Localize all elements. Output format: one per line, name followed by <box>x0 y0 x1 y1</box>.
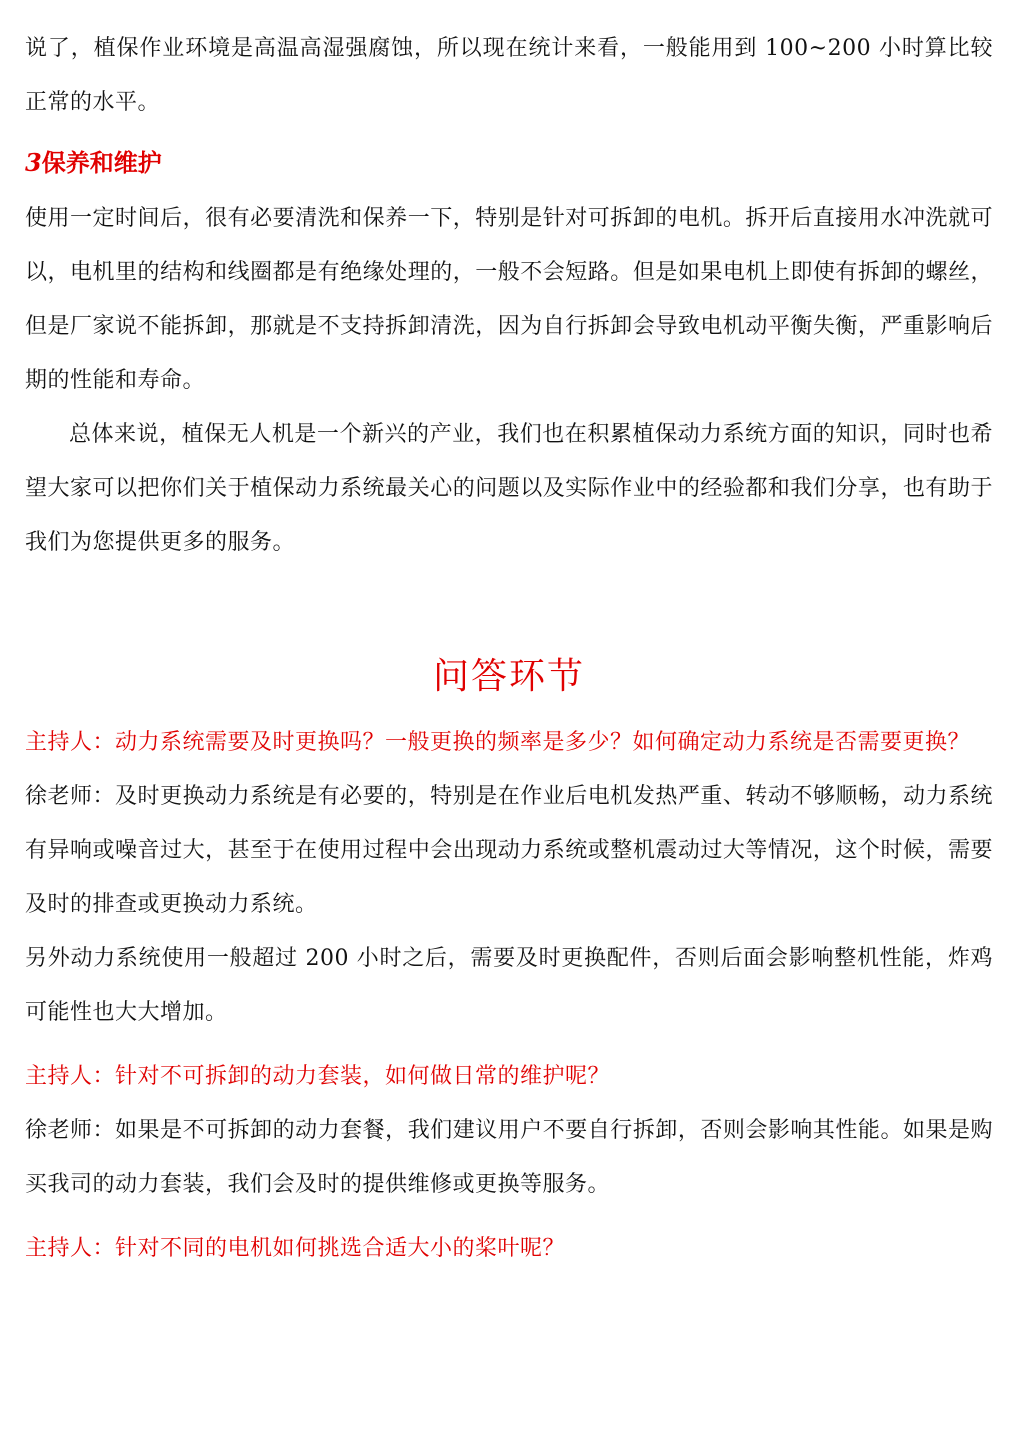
section-heading-maintenance <box>25 130 993 192</box>
qa-section-title: 问答环节 <box>432 656 585 697</box>
teacher-answer-2: 徐老师：如果是不可拆卸的动力套餐，我们建议用户不要自行拆卸，否则会影响其性能。如果是购买我司的动力套装，我们会及时的提供维修或更换等服务。 <box>25 1118 993 1197</box>
maintenance-paragraph: 使用一定时间后，很有必要清洗和保养一下，特别是针对可拆卸的电机。拆开后直接用水冲洗就可以，电机里的结构和线圈都是有绝缘处理的，一般不会短路。但是如果电机上即使有拆卸的螺丝，但是厂家说不能拆卸，那就是不支持拆卸清洗，因为自行拆卸会导致电机动平衡失衡，严重影响后期的性能和寿命。 <box>25 206 993 393</box>
section-number: 3 <box>25 148 42 177</box>
summary-paragraph: 总体来说，植保无人机是一个新兴的产业，我们也在积累植保动力系统方面的知识，同时也希望大家可以把你们关于植保动力系统最关心的问题以及实际作业中的经验都和我们分享，也有助于我们为您提供更多的服务。 <box>25 422 993 555</box>
teacher-answer-1: 徐老师：及时更换动力系统是有必要的，特别是在作业后电机发热严重、转动不够顺畅，动力系统有异响或噪音过大，甚至于在使用过程中会出现动力系统或整机震动过大等情况，这个时候，需要及时的排查或更换动力系统。 <box>25 784 993 917</box>
document-page <box>25 22 993 1276</box>
host-question-2: 主持人：针对不可拆卸的动力套装，如何做日常的维护呢？ <box>25 1064 611 1089</box>
host-question-3: 主持人：针对不同的电机如何挑选合适大小的桨叶呢？ <box>25 1236 566 1261</box>
intro-paragraph: 说了，植保作业环境是高温高湿强腐蚀，所以现在统计来看，一般能用到 100~200 小时算比较正常的水平。 <box>25 36 993 115</box>
section-title: 保养和维护 <box>41 148 162 177</box>
teacher-answer-1-continued: 另外动力系统使用一般超过 200 小时之后，需要及时更换配件，否则后面会影响整机性能，炸鸡可能性也大大增加。 <box>25 946 993 1025</box>
host-question-1: 主持人：动力系统需要及时更换吗？一般更换的频率是多少？如何确定动力系统是否需要更换？ <box>25 730 971 755</box>
